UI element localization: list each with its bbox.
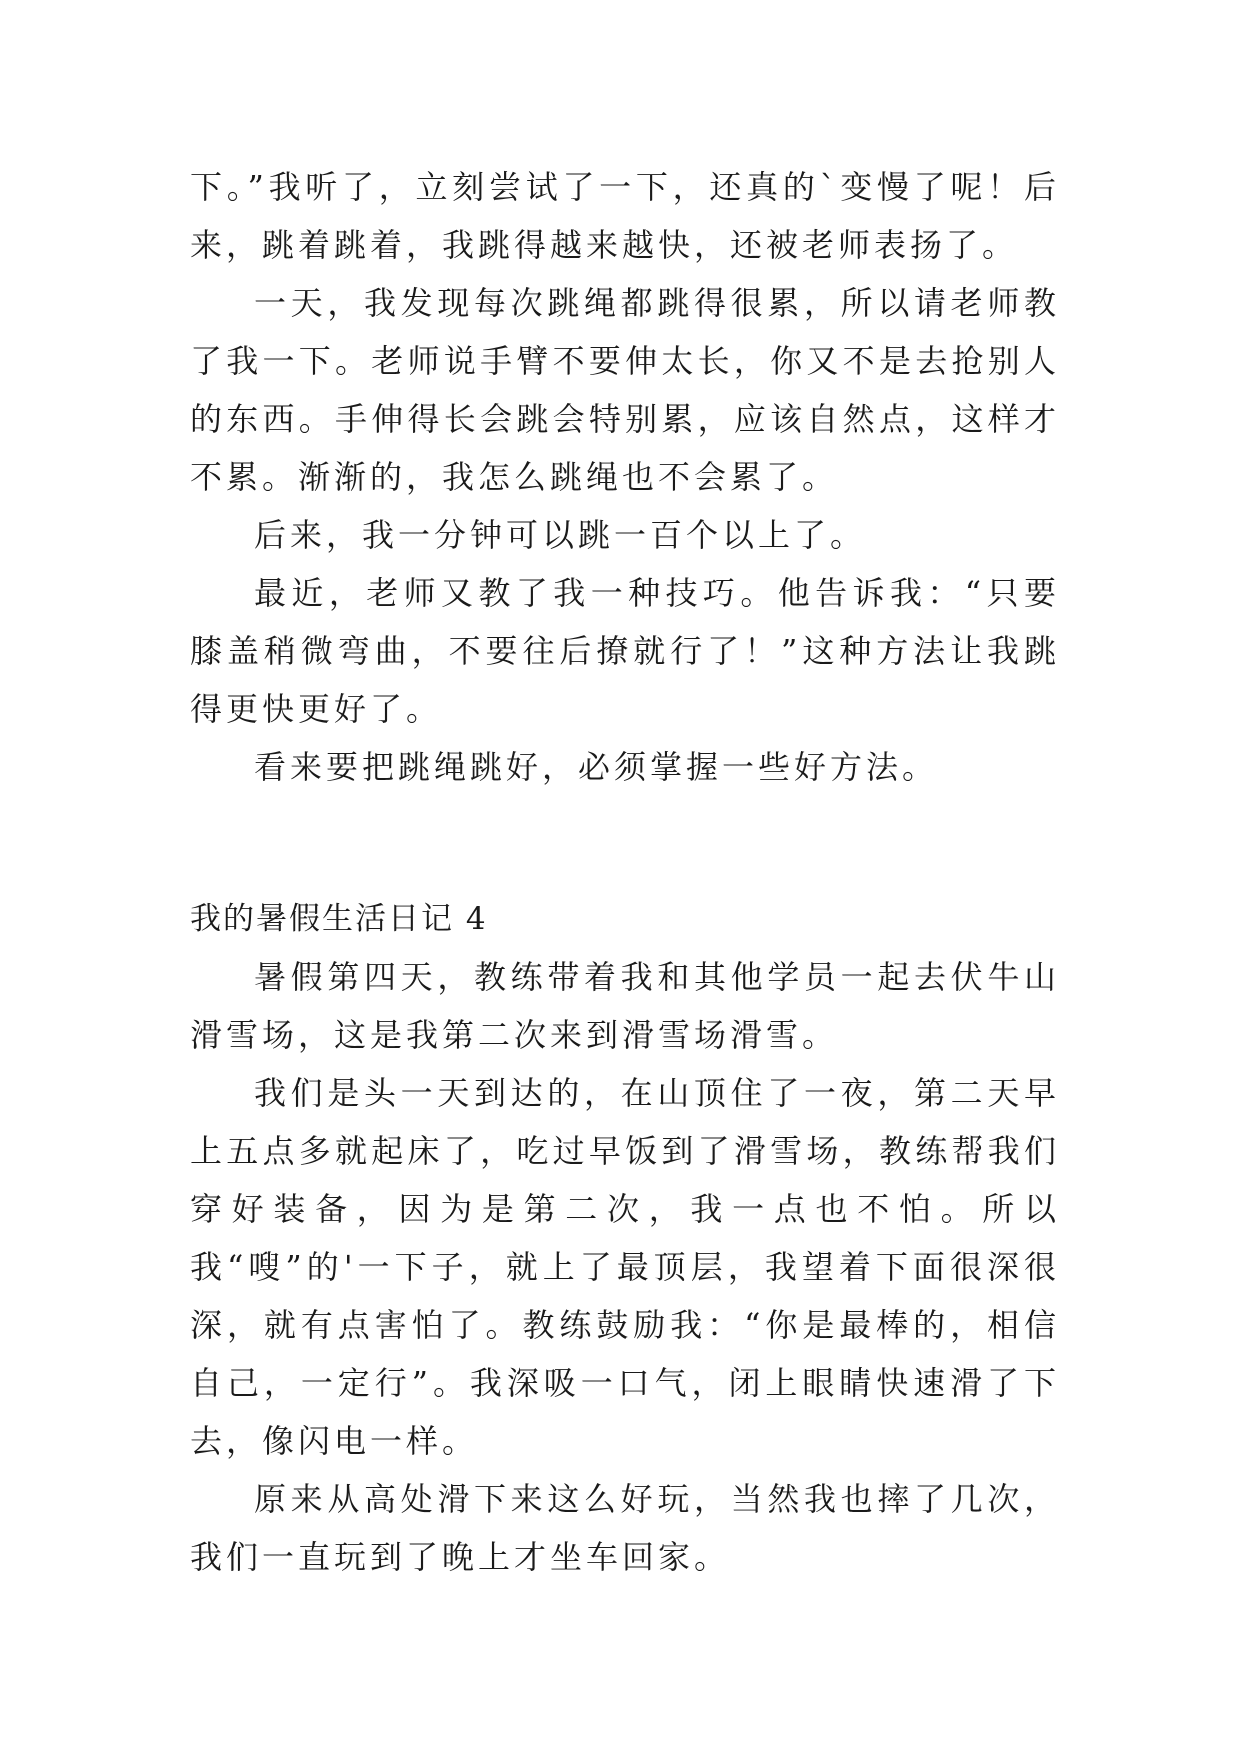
section-diary-4 <box>190 890 1060 1586</box>
paragraph: 最近，老师又教了我一种技巧。他告诉我：“只要膝盖稍微弯曲，不要往后撩就行了！”这种方法让我跳得更快更好了。 <box>190 574 1060 728</box>
paragraph: 后来，我一分钟可以跳一百个以上了。 <box>254 516 867 554</box>
section-jump-rope <box>190 158 1060 796</box>
section-title: 我的暑假生活日记 4 <box>190 901 488 937</box>
paragraph: 我们是头一天到达的，在山顶住了一夜，第二天早上五点多就起床了，吃过早饭到了滑雪场，教练帮我们穿好装备，因为是第二次，我一点也不怕。所以我“嗖”的'一下子，就上了最顶层，我望着下面很深很深，就有点害怕了。教练鼓励我：“你是最棒的，相信自己，一定行”。我深吸一口气，闭上眼睛快速滑了下去，像闪电一样。 <box>190 1074 1060 1460</box>
paragraph: 下。”我听了，立刻尝试了一下，还真的`变慢了呢！后来，跳着跳着，我跳得越来越快，还被老师表扬了。 <box>190 168 1060 264</box>
paragraph: 原来从高处滑下来这么好玩，当然我也摔了几次，我们一直玩到了晚上才坐车回家。 <box>190 1480 1060 1576</box>
paragraph: 暑假第四天，教练带着我和其他学员一起去伏牛山滑雪场，这是我第二次来到滑雪场滑雪。 <box>190 958 1060 1054</box>
paragraph: 看来要把跳绳跳好，必须掌握一些好方法。 <box>254 748 939 786</box>
paragraph: 一天，我发现每次跳绳都跳得很累，所以请老师教了我一下。老师说手臂不要伸太长，你又不是去抢别人的东西。手伸得长会跳会特别累，应该自然点，这样才不累。渐渐的，我怎么跳绳也不会累了。 <box>190 284 1060 496</box>
